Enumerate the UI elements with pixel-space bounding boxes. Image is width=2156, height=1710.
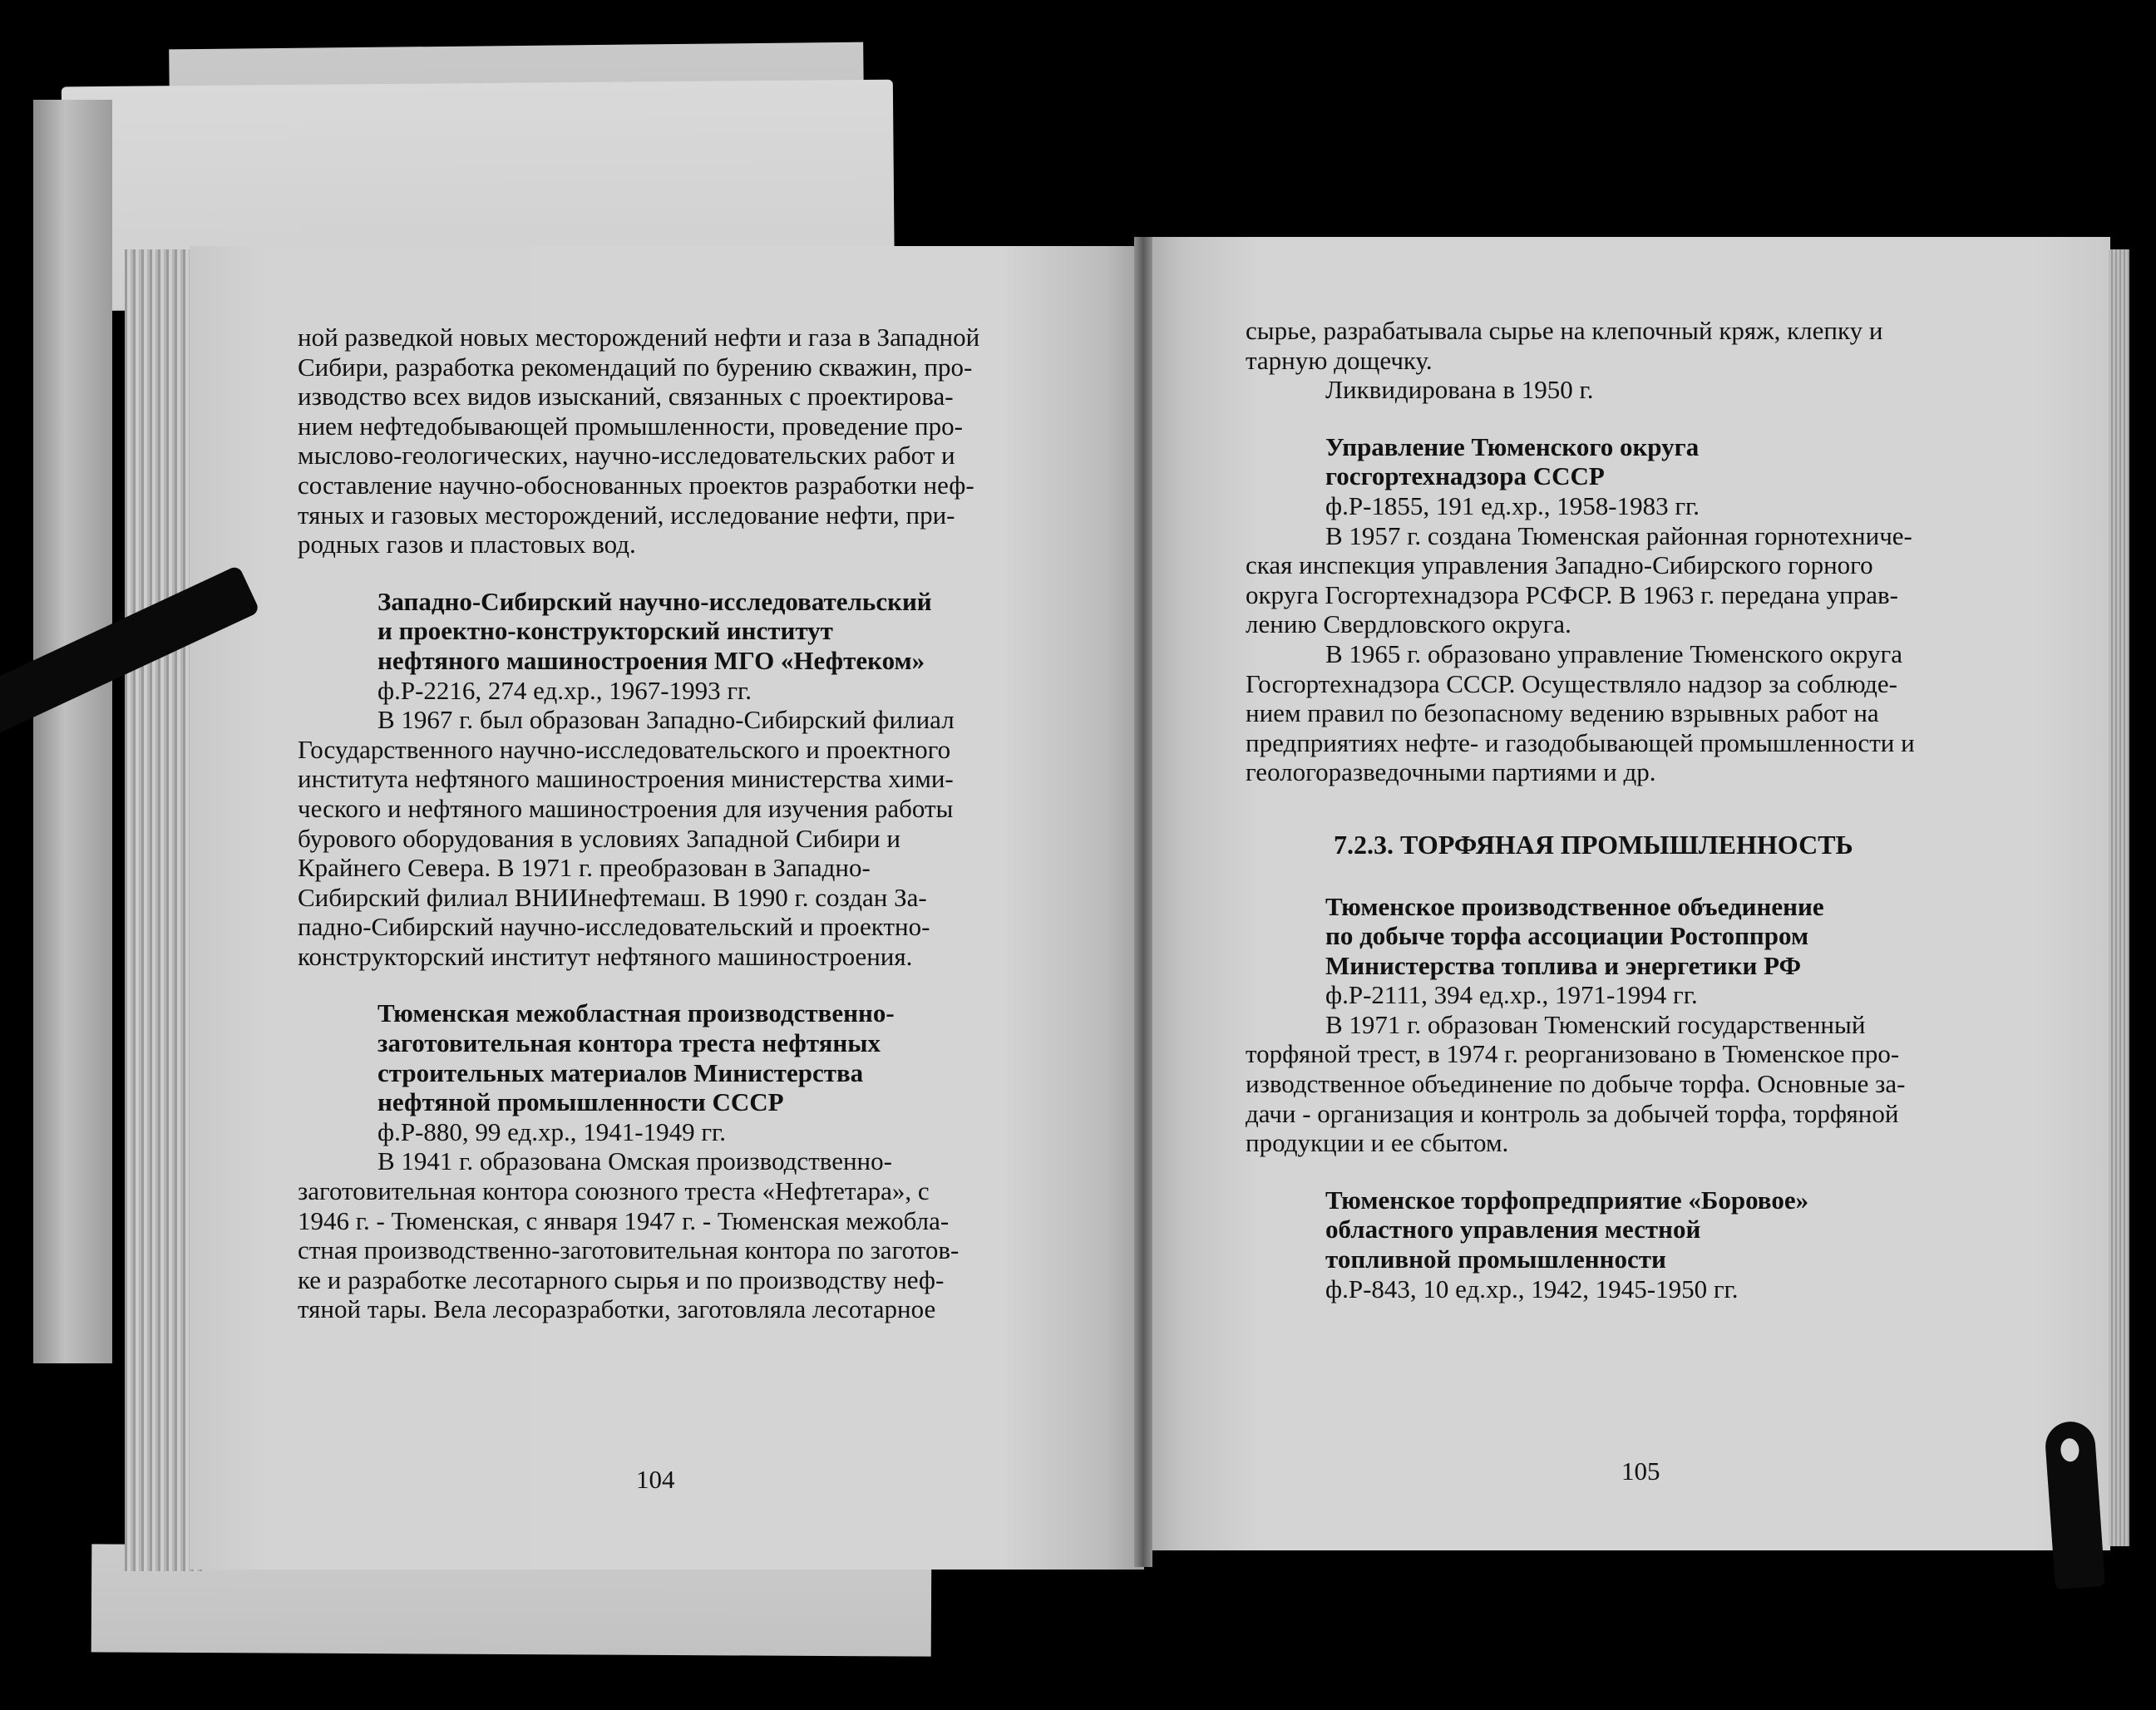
entry-heading: [298, 587, 1054, 705]
text-line: тарную дощечку.: [1246, 345, 1433, 375]
entry-title-line: Министерства топлива и энергетики РФ: [1325, 950, 1802, 980]
text-line: торфяной трест, в 1974 г. реорганизовано в Тюменское про-: [1246, 1039, 1900, 1069]
text-line: Сибири, разработка рекомендаций по бурению скважин, про-: [298, 352, 973, 382]
fond-reference: ф.Р-1855, 191 ед.хр., 1958-1983 гг.: [1325, 490, 1700, 520]
page-number-right: 105: [1621, 1456, 1660, 1486]
text-line: В 1971 г. образован Тюменский государственный: [1325, 1009, 1866, 1039]
text-line: В 1965 г. образовано управление Тюменского округа: [1325, 638, 1902, 668]
fond-reference: ф.Р-880, 99 ед.хр., 1941-1949 гг.: [377, 1116, 727, 1146]
text-line: продукции и ее сбытом.: [1246, 1128, 1509, 1158]
entry-heading: [1246, 892, 2009, 1010]
fond-reference: ф.Р-2111, 394 ед.хр., 1971-1994 гг.: [1325, 980, 1698, 1010]
text-line: В 1967 г. был образован Западно-Сибирский филиал: [377, 705, 955, 735]
entry-title-line: и проектно-конструкторский институт: [377, 616, 833, 646]
text-line: Госгортехнадзора СССР. Осуществляло надзор за соблюде-: [1246, 668, 1897, 698]
entry-title-line: нефтяного машиностроения МГО «Нефтеком»: [377, 645, 925, 675]
entry-title-line: Тюменская межобластная производственно-: [377, 998, 895, 1028]
fond-reference: ф.Р-843, 10 ед.хр., 1942, 1945-1950 гг.: [1325, 1274, 1739, 1303]
page-number-left: 104: [636, 1465, 675, 1494]
text-line: округа Госгортехнадзора РСФСР. В 1963 г. передана управ-: [1246, 579, 1898, 609]
entry-title-line: Тюменское производственное объединение: [1325, 891, 1824, 921]
page-edges-right: [2109, 249, 2129, 1546]
entry-title-line: Тюменское торфопредприятие «Боровое»: [1325, 1185, 1809, 1215]
text-line: предприятиях нефте- и газодобывающей промышленности и: [1246, 727, 1915, 757]
text-line: Крайнего Севера. В 1971 г. преобразован в Западно-: [298, 853, 871, 883]
text-line: В 1957 г. создана Тюменская районная горнотехниче-: [1325, 520, 1912, 550]
text-line: мыслово-геологических, научно-исследовательских работ и: [298, 441, 955, 471]
text-line: конструкторский институт нефтяного машиностроения.: [298, 941, 913, 971]
entry-title-line: заготовительная контора треста нефтяных: [377, 1028, 881, 1058]
text-line: стная производственно-заготовительная контора по заготов-: [298, 1235, 960, 1265]
entry-title-line: нефтяной промышленности СССР: [377, 1087, 784, 1117]
entry-title-line: строительных материалов Министерства: [377, 1057, 864, 1087]
text-line: изводство всех видов изысканий, связанных с проектирова-: [298, 382, 954, 411]
fond-reference: ф.Р-2216, 274 ед.хр., 1967-1993 гг.: [377, 675, 752, 705]
entry-title-line: госгортехнадзора СССР: [1325, 461, 1605, 491]
text-line: нием нефтедобывающей промышленности, проведение про-: [298, 411, 963, 441]
entry-heading: [1246, 1185, 2009, 1303]
text-line: ной разведкой новых месторождений нефти и газа в Западной: [298, 323, 980, 352]
entry-heading: [298, 998, 1054, 1146]
text-line: изводственное объединение по добыче торфа. Основные за-: [1246, 1069, 1906, 1099]
text-line: лению Свердловского округа.: [1246, 609, 1571, 639]
entry-title-line: топливной промышленности: [1325, 1244, 1666, 1274]
text-line: составление научно-обоснованных проектов разработки неф-: [298, 470, 974, 500]
text-line: института нефтяного машиностроения министерства хими-: [298, 764, 954, 794]
text-line: ке и разработке лесотарного сырья и по производству неф-: [298, 1264, 945, 1294]
entry-body: [298, 705, 1054, 971]
right-page-text: [1246, 316, 2009, 1303]
paper-stack-left-edge: [33, 100, 112, 1363]
entry-body: [298, 1146, 1054, 1324]
entry-title-line: Западно-Сибирский научно-исследовательский: [377, 586, 932, 616]
text-line: падно-Сибирский научно-исследовательский и проектно-: [298, 912, 930, 942]
entry-title-line: по добыче торфа ассоциации Ростоппром: [1325, 921, 1809, 951]
text-line: 1946 г. - Тюменская, с января 1947 г. - Тюменская межобла-: [298, 1205, 950, 1235]
text-line: В 1941 г. образована Омская производственно-: [377, 1146, 892, 1176]
entry-body: [1246, 521, 2009, 787]
book-spine: [1134, 237, 1152, 1567]
text-line: заготовительная контора союзного треста «Нефтетара», с: [298, 1176, 930, 1206]
text-line: тяной тары. Вела лесоразработки, заготовляла лесотарное: [298, 1294, 936, 1324]
entry-heading: [1246, 432, 2009, 521]
text-line: ская инспекция управления Западно-Сибирского горного: [1246, 550, 1873, 580]
text-line: дачи - организация и контроль за добычей торфа, торфяной: [1246, 1098, 1899, 1128]
text-line: геологоразведочными партиями и др.: [1246, 757, 1656, 787]
entry-title-line: Управление Тюменского округа: [1325, 431, 1700, 461]
text-line: нием правил по безопасному ведению взрывных работ на: [1246, 698, 1879, 728]
section-title: 7.2.3. ТОРФЯНАЯ ПРОМЫШЛЕННОСТЬ: [1334, 829, 1853, 860]
left-intro: [298, 323, 1054, 559]
text-line: ческого и нефтяного машиностроения для изучения работы: [298, 793, 954, 823]
text-line: тяных и газовых месторождений, исследование нефти, при-: [298, 500, 955, 530]
liquidation-note: Ликвидирована в 1950 г.: [1325, 375, 1594, 405]
entry-body: [1246, 1010, 2009, 1158]
text-line: родных газов и пластовых вод.: [298, 530, 636, 559]
text-line: Сибирский филиал ВНИИнефтемаш. В 1990 г. создан За-: [298, 882, 927, 912]
text-line: Государственного научно-исследовательского и проектного: [298, 734, 951, 764]
entry-title-line: областного управления местной: [1325, 1215, 1701, 1244]
text-line: бурового оборудования в условиях Западной Сибири и: [298, 823, 900, 853]
left-page-text: [298, 323, 1054, 1324]
text-line: сырье, разрабатывала сырье на клепочный кряж, клепку и: [1246, 316, 1883, 345]
